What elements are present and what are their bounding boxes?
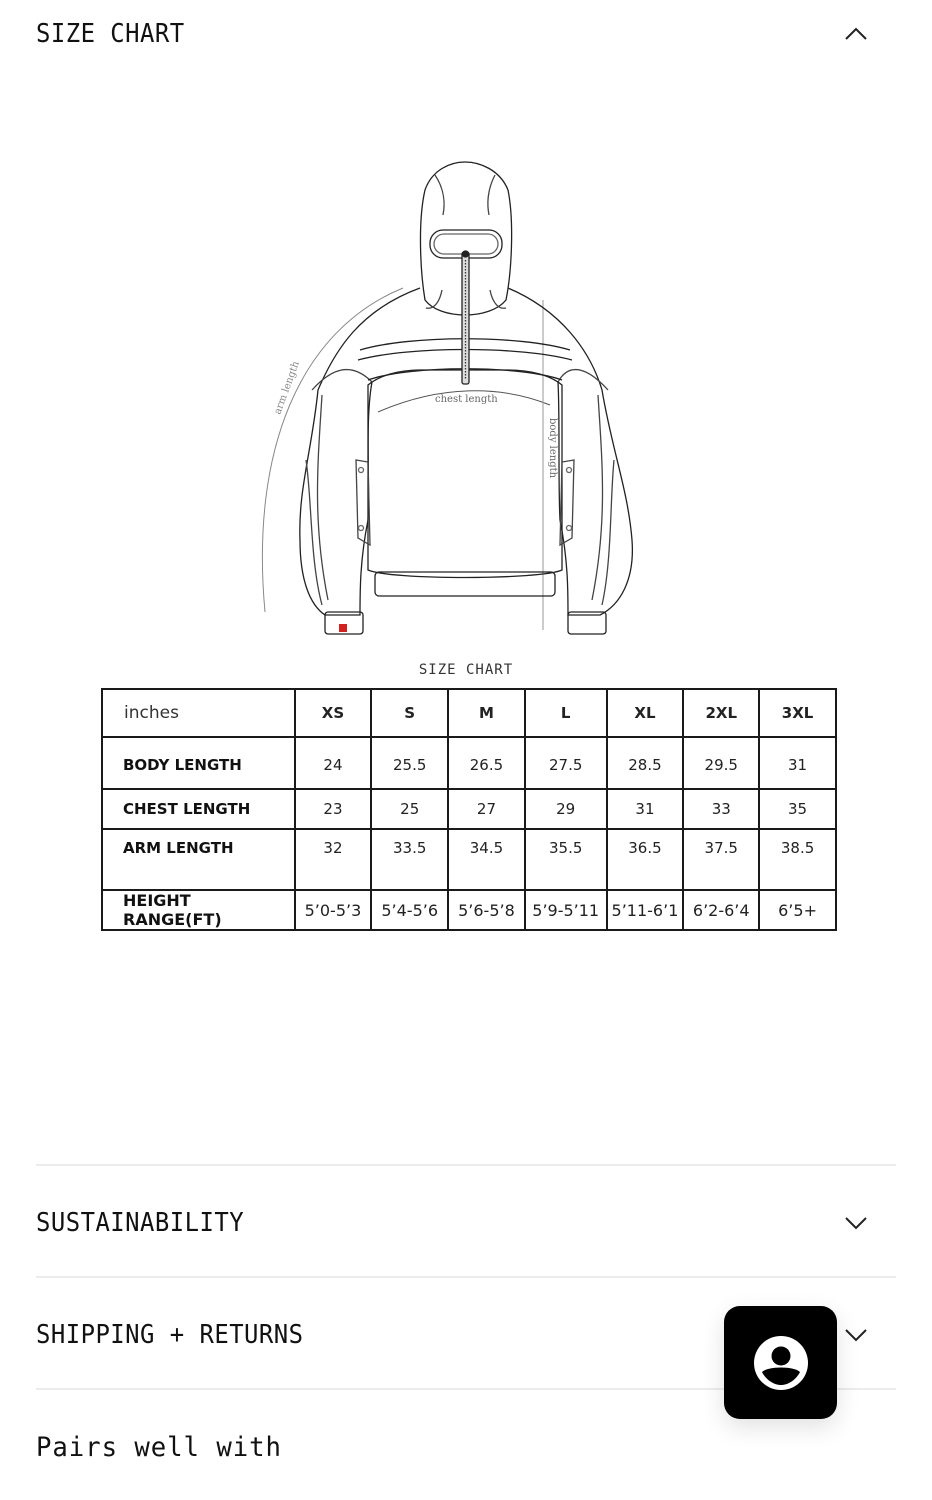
size-header: L [525, 689, 607, 737]
divider [36, 1164, 896, 1166]
table-cell: 25.5 [371, 737, 448, 789]
size-header: 2XL [683, 689, 759, 737]
table-cell: 5’0-5’3 [295, 890, 372, 930]
table-cell: 6’5+ [759, 890, 836, 930]
jacket-illustration [240, 160, 660, 640]
table-row-chest-length [102, 789, 836, 829]
pairs-well-with-heading: Pairs well with [36, 1432, 282, 1463]
table-cell: 35 [759, 789, 836, 829]
table-cell: 27.5 [525, 737, 607, 789]
table-row-height-range [102, 890, 836, 930]
table-cell: 35.5 [525, 829, 607, 890]
divider [36, 1276, 896, 1278]
accordion-title: SUSTAINABILITY [36, 1208, 245, 1238]
arm-length-label: arm length [272, 359, 302, 417]
table-cell: 29.5 [683, 737, 759, 789]
accordion-sustainability[interactable] [36, 1200, 896, 1246]
table-cell: 34.5 [448, 829, 525, 890]
body-length-label: body length [547, 418, 558, 479]
chevron-up-icon[interactable] [842, 20, 870, 48]
arm-length-guide [262, 288, 403, 612]
table-cell: 6’2-6’4 [683, 890, 759, 930]
user-account-icon [752, 1334, 810, 1392]
table-cell: 23 [295, 789, 372, 829]
size-header: M [448, 689, 525, 737]
table-row-body-length [102, 737, 836, 789]
brand-tag [339, 624, 347, 632]
table-cell: 38.5 [759, 829, 836, 890]
size-header: 3XL [759, 689, 836, 737]
table-cell: 36.5 [607, 829, 684, 890]
row-label: CHEST LENGTH [102, 789, 295, 829]
size-table [101, 688, 837, 931]
unit-label: inches [102, 689, 295, 737]
table-cell: 28.5 [607, 737, 684, 789]
table-cell: 5’6-5’8 [448, 890, 525, 930]
table-cell: 37.5 [683, 829, 759, 890]
size-chart-header[interactable] [36, 14, 896, 54]
size-header: S [371, 689, 448, 737]
size-chart-caption: SIZE CHART [418, 662, 514, 678]
accordion-title: SHIPPING + RETURNS [36, 1320, 304, 1350]
row-label: BODY LENGTH [102, 737, 295, 789]
account-widget-button[interactable] [724, 1306, 837, 1419]
table-cell: 33 [683, 789, 759, 829]
table-cell: 5’4-5’6 [371, 890, 448, 930]
table-cell: 31 [759, 737, 836, 789]
table-row-arm-length [102, 829, 836, 890]
table-cell: 27 [448, 789, 525, 829]
table-cell: 24 [295, 737, 372, 789]
size-header: XS [295, 689, 372, 737]
table-cell: 5’11-6’1 [607, 890, 684, 930]
table-cell: 32 [295, 829, 372, 890]
size-header: XL [607, 689, 684, 737]
row-label: HEIGHT RANGE(FT) [102, 890, 295, 930]
table-cell: 31 [607, 789, 684, 829]
table-cell: 5’9-5’11 [525, 890, 607, 930]
chest-length-label: chest length [435, 394, 498, 405]
size-chart-title: SIZE CHART [36, 19, 185, 49]
table-cell: 25 [371, 789, 448, 829]
chevron-down-icon[interactable] [842, 1209, 870, 1237]
table-cell: 33.5 [371, 829, 448, 890]
table-cell: 26.5 [448, 737, 525, 789]
table-header-row [102, 689, 836, 737]
table-cell: 29 [525, 789, 607, 829]
row-label: ARM LENGTH [102, 829, 295, 890]
chevron-down-icon[interactable] [842, 1321, 870, 1349]
